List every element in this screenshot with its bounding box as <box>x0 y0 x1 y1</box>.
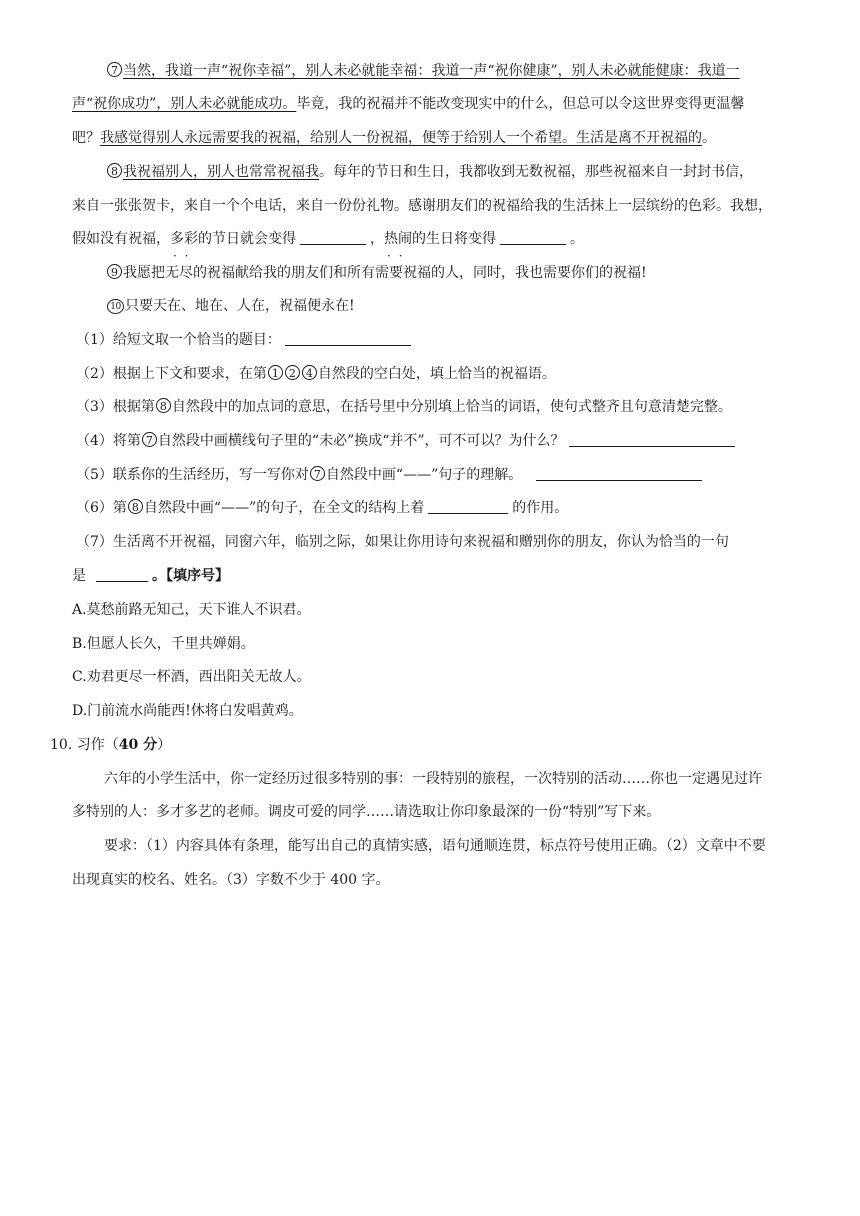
dotted-word-1: 多彩 · · <box>170 231 198 247</box>
question-1 <box>76 330 415 350</box>
paragraph-text: ， <box>370 231 384 247</box>
paragraph-8-line-2 <box>72 196 772 216</box>
question-text: 自然段中画“——”句子的理解。 <box>325 467 523 483</box>
paragraph-text: 吧？ <box>72 130 100 146</box>
question-10-heading <box>50 735 171 755</box>
answer-blank[interactable] <box>569 432 735 447</box>
paragraph-text: 毕竟，我的祝福并不能改变现实中的什么，但总可以令这世界变得更温馨 <box>296 96 745 112</box>
paragraph-8-line-1 <box>106 162 753 182</box>
question-text: 自然段的空白处，填上恰当的祝福语。 <box>317 366 556 382</box>
option-c: C.劝君更尽一杯酒，西出阳关无故人。 <box>72 669 311 685</box>
paragraph-ref: 7 <box>142 432 157 447</box>
paragraph-text: 来自一张张贺卡，来自一个个电话，来自一份份礼物。感谢朋友们的祝福给我的生活抹上一层缤纷的色彩。我想， <box>72 198 772 214</box>
dotted-word-2: 热闹 · · <box>384 231 412 247</box>
paragraph-8-line-3 <box>72 229 584 249</box>
essay-prompt-line-2: 多特别的人：多才多艺的老师。调皮可爱的同学……请选取让你印象最深的一份“特别”写下来。 <box>72 804 661 820</box>
question-text: 是 <box>72 568 86 584</box>
score-text: 40 分 <box>118 737 158 753</box>
paragraph-ref: 8 <box>156 398 171 413</box>
paragraph-text: 。 <box>702 130 716 146</box>
paragraph-7-line-2 <box>72 94 744 114</box>
question-7-line-2 <box>72 566 229 586</box>
answer-blank[interactable] <box>536 466 702 481</box>
question-text: （5）联系你的生活经历，写一写你对 <box>76 467 309 483</box>
paragraph-ref: 7 <box>310 466 325 481</box>
answer-blank[interactable] <box>500 230 566 245</box>
question-text: 自然段中画横线句子里的“未必”换成“并不”，可不可以？为什么？ <box>157 433 565 449</box>
underlined-sentence: 我祝福别人，别人也常常祝福我 <box>123 164 319 180</box>
underlined-sentence: 当然，我道一声“祝你幸福”，别人未必就能幸福：我道一声“祝你健康”，别人未必就能健康：我道一 <box>123 63 740 79</box>
option-a: A.莫愁前路无知己，天下谁人不识君。 <box>72 602 311 618</box>
paragraph-text: 的节日就会变得 <box>198 231 296 247</box>
heading-text: ） <box>157 737 172 753</box>
answer-blank[interactable] <box>96 567 148 582</box>
underlined-sentence: 声“祝你成功”，别人未必就能成功。 <box>72 96 297 112</box>
question-3 <box>76 397 732 417</box>
question-text: （6）第 <box>76 500 127 516</box>
option-d: D.门前流水尚能西!休将白发唱黄鸡。 <box>72 703 303 719</box>
question-2 <box>76 364 556 384</box>
paragraph-9 <box>106 263 647 283</box>
heading-text: 10. 习作（ <box>50 737 119 753</box>
question-text: 。【填序号】 <box>152 568 229 584</box>
question-text: 的作用。 <box>512 500 569 516</box>
essay-requirements-line-1: 要求：（1）内容具体有条理，能写出自己的真情实感，语句通顺连贯，标点符号使用正确。（2）文章中不要 <box>104 838 766 854</box>
paragraph-text: 。 <box>570 231 584 247</box>
paragraph-text: 只要天在、地在、人在，祝福便永在! <box>125 298 355 314</box>
paragraph-text: 的生日将变得 <box>412 231 496 247</box>
question-text: （3）根据第 <box>76 399 155 415</box>
underlined-sentence: 我感觉得别人永远需要我的祝福，给别人一份祝福，便等于给别人一个希望。生活是离不开祝福的 <box>100 130 702 146</box>
paragraph-text: 我愿把无尽的祝福献给我的朋友们和所有需要祝福的人，同时，我也需要你们的祝福! <box>123 265 647 281</box>
question-text: 自然段中画“——”的句子，在全文的结构上着 <box>143 500 425 516</box>
question-4 <box>76 431 739 451</box>
question-text: （1）给短文取一个恰当的题目： <box>76 332 281 348</box>
paragraph-10 <box>106 296 355 316</box>
answer-blank[interactable] <box>428 499 508 514</box>
paragraph-number-8: 8 <box>107 163 122 178</box>
question-text: （2）根据上下文和要求，在第 <box>76 366 267 382</box>
answer-blank[interactable] <box>285 331 411 346</box>
paragraph-ref: 2 <box>285 365 300 380</box>
question-text: （4）将第 <box>76 433 141 449</box>
paragraph-number-9: 9 <box>107 264 122 279</box>
paragraph-number-7: 7 <box>107 62 122 77</box>
paragraph-7-line-3 <box>72 128 716 148</box>
paragraph-number-10: 10 <box>107 299 124 314</box>
paragraph-text: 。每年的节日和生日，我都收到无数祝福，那些祝福来自一封封书信， <box>319 164 753 180</box>
answer-blank[interactable] <box>300 230 366 245</box>
question-text: （7）生活离不开祝福，同窗六年，临别之际，如果让你用诗句来祝福和赠别你的朋友，你认为恰当的一句 <box>76 534 729 550</box>
question-7-line-1 <box>76 532 729 552</box>
essay-requirements-line-2: 出现真实的校名、姓名。（3）字数不少于 400 字。 <box>72 872 390 888</box>
question-6 <box>76 498 568 518</box>
paragraph-ref: 1 <box>268 365 283 380</box>
paragraph-ref: 4 <box>302 365 317 380</box>
question-text: 自然段中的加点词的意思，在括号里中分别填上恰当的词语，使句式整齐且句意清楚完整。 <box>171 399 732 415</box>
paragraph-ref: 8 <box>128 499 143 514</box>
question-5 <box>76 465 706 485</box>
option-b: B.但愿人长久，千里共婵娟。 <box>72 636 255 652</box>
paragraph-text: 假如没有祝福， <box>72 231 170 247</box>
essay-prompt-line-1: 六年的小学生活中，你一定经历过很多特别的事：一段特别的旅程，一次特别的活动……你也一定遇见过许 <box>104 771 762 787</box>
paragraph-7-line-1 <box>106 61 740 81</box>
